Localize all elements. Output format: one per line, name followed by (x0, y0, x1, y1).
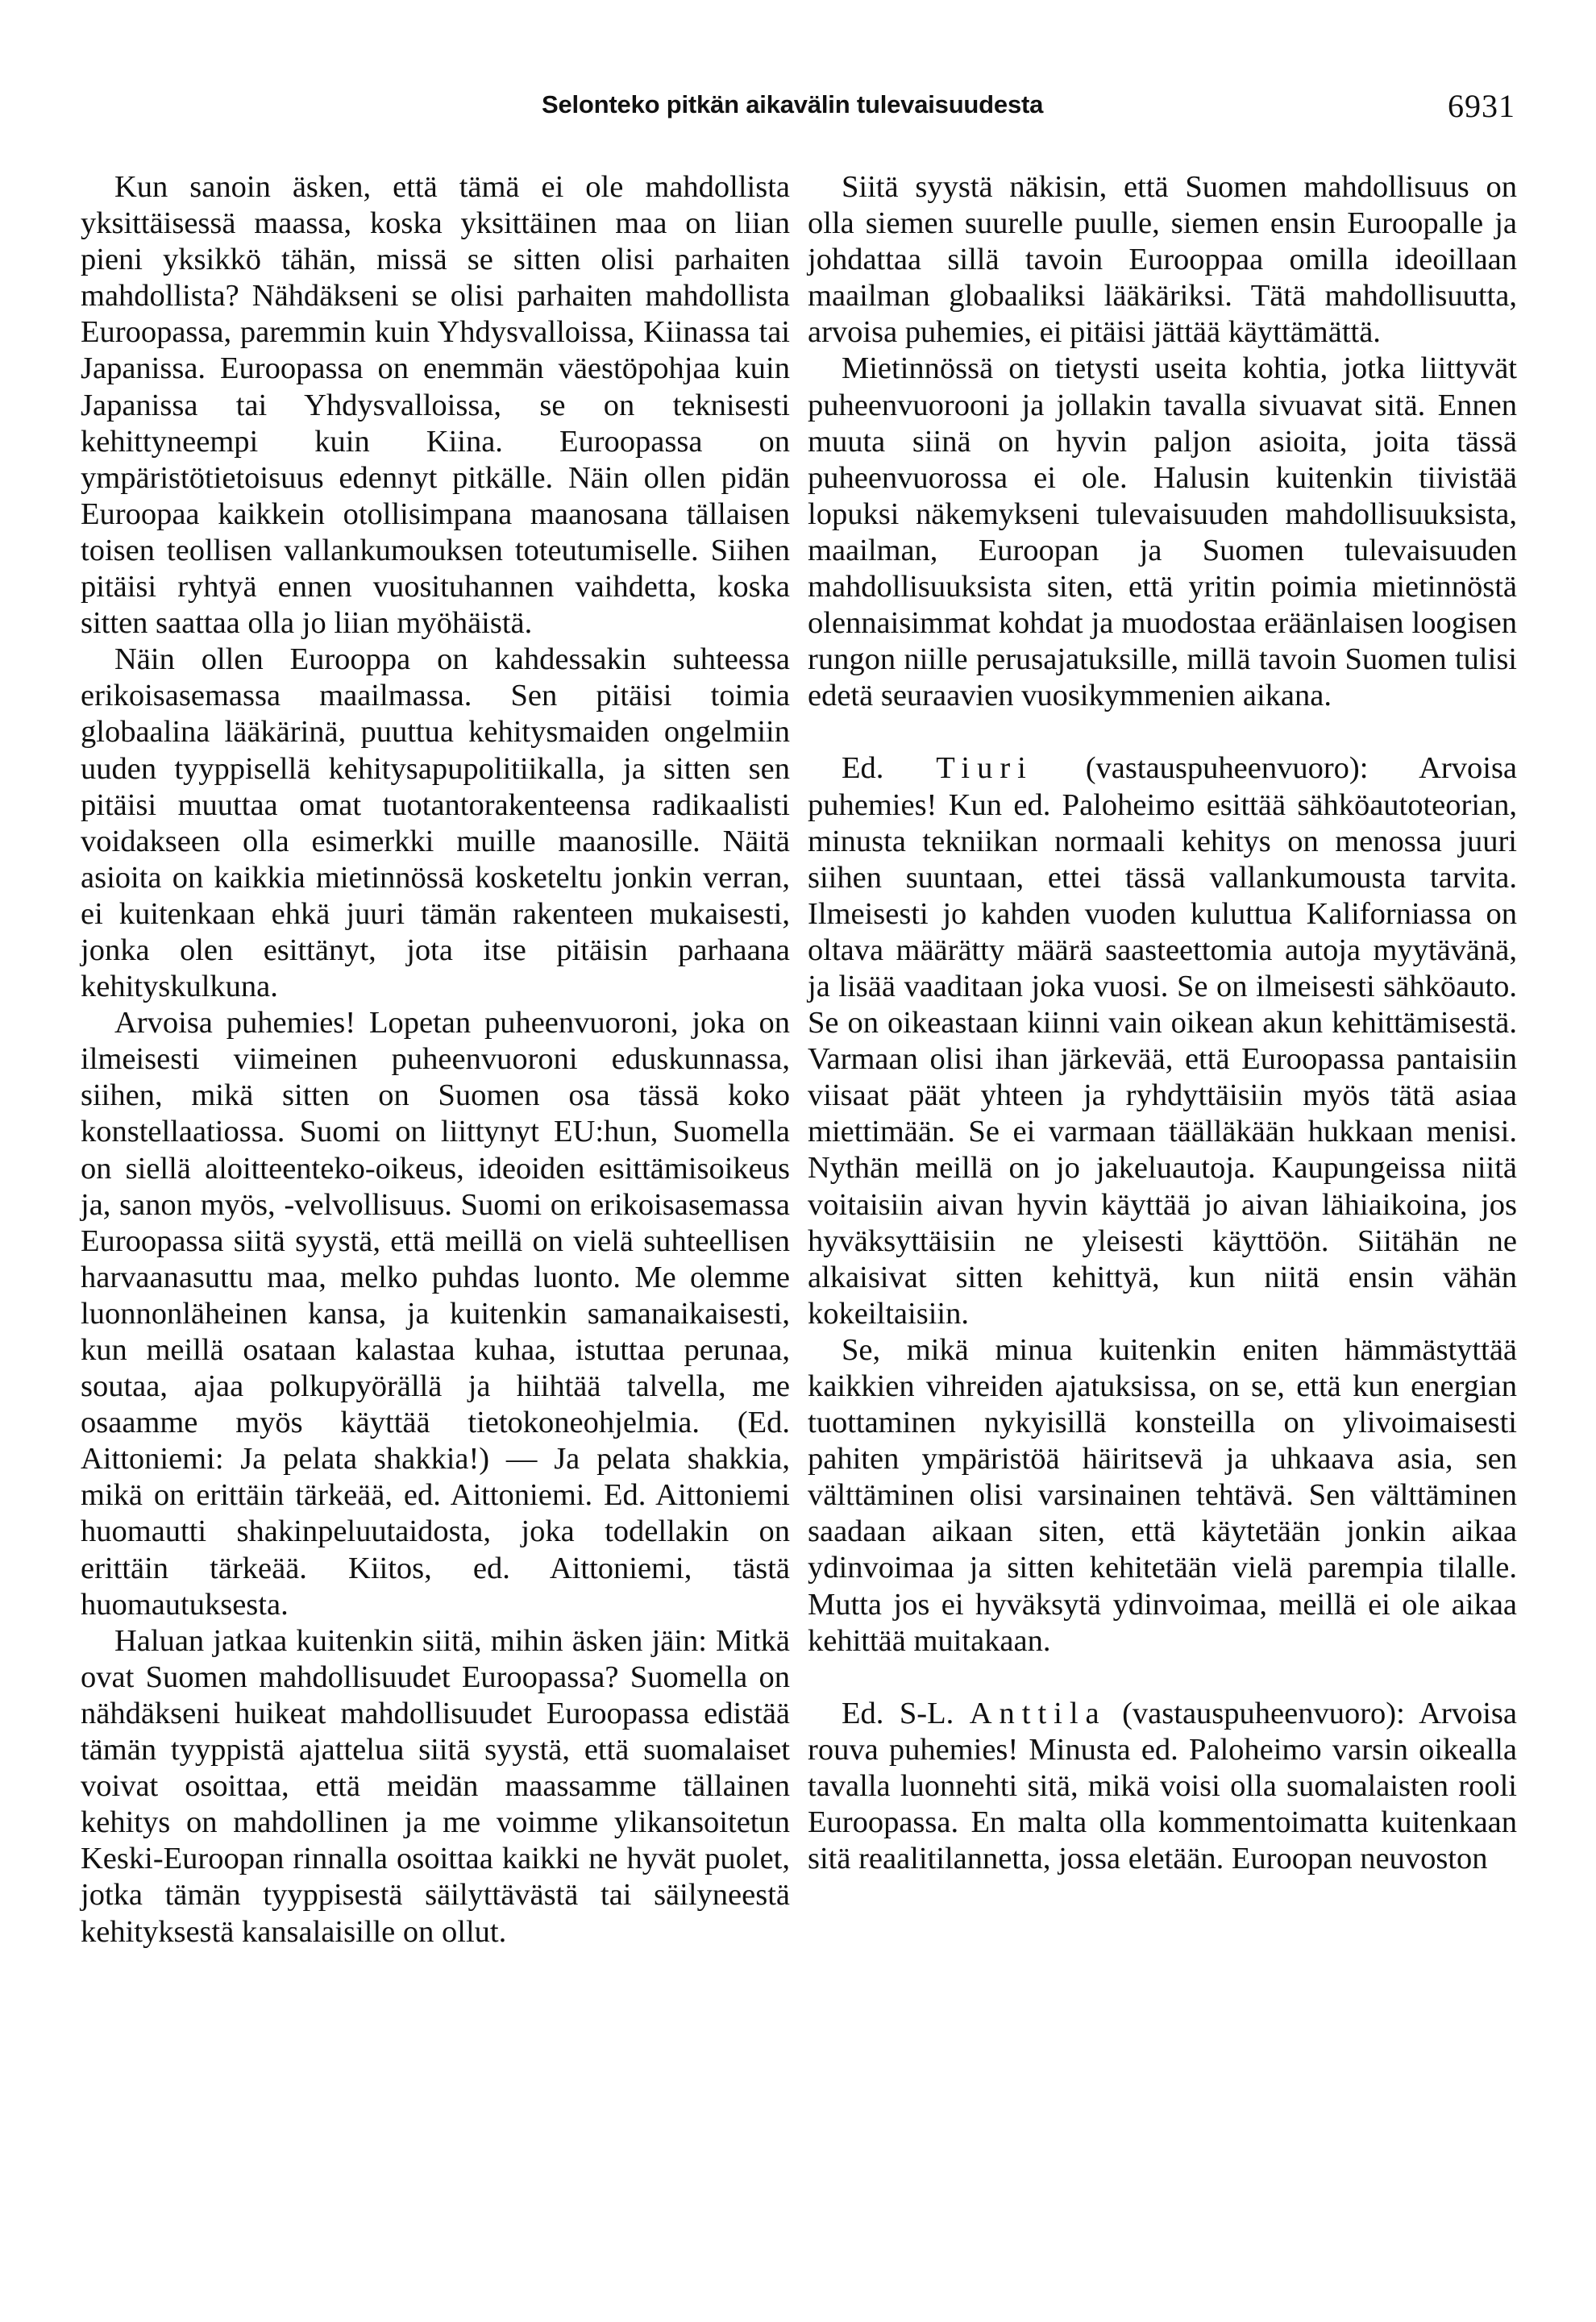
page-number: 6931 (1448, 88, 1515, 124)
paragraph: Kun sanoin äsken, että tämä ei ole mahdollista yksittäisessä maassa, koska yksittäinen maa on liian pieni yksikkö tähän, missä se sitten olisi parhaiten mahdollista? Nähdäkseni se olisi parhaiten mahdollista Euroopassa, paremmin kuin Yhdysvalloissa, Kiinassa tai Japanissa. Euroopassa on enemmän väestöpohjaa kuin Japanissa tai Yhdysvalloissa, se on teknisesti kehittyneempi kuin Kiina. Euroopassa on ympäristötietoisuus edennyt pitkälle. Näin ollen pidän Euroopaa kaikkein otollisimpana maanosana tällaisen toisen teollisen vallankumouksen toteutumiselle. Siihen pitäisi ryhtyä ennen vuosituhannen vaihdetta, koska sitten saattaa olla jo liian myöhäistä. (81, 170, 790, 641)
speaker-name: Tiuri (936, 751, 1033, 786)
paragraph: Siitä syystä näkisin, että Suomen mahdollisuus on olla siemen suurelle puulle, siemen ensin Euroopalle ja johdattaa sillä tavoin Eurooppaa omilla ideoillaan maailman globaaliksi lääkäriksi. Tätä mahdollisuutta, arvoisa puhemies, ei pitäisi jättää käyttämättä. (808, 170, 1517, 350)
running-title: Selonteko pitkän aikavälin tulevaisuudesta (542, 90, 1044, 118)
page-header (81, 87, 1515, 135)
speech-paragraph (808, 750, 1517, 1332)
paragraph: Mietinnössä on tietysti useita kohtia, jotka liittyvät puheenvuorooni ja jollakin tavalla sivuavat sitä. Ennen muuta siinä on hyvin paljon asioita, joita tässä puheenvuorossa ei ole. Halusin kuitenkin tiivistää lopuksi näkemykseni tulevaisuuden mahdollisuuksista, maailman, Euroopan ja Suomen tulevaisuuden mahdollisuuksista siten, että yritin poimia mietinnöstä olennaisimmat kohdat ja muodostaa eräänlaisen loogisen rungon niille perusajatuksille, millä tavoin Suomen tulisi edetä seuraavien vuosikymmenien aikana. (808, 351, 1517, 713)
paragraph: Arvoisa puhemies! Lopetan puheenvuoroni, joka on ilmeisesti viimeinen puheenvuoroni eduskunnassa, siihen, mikä sitten on Suomen osa tässä koko konstellaatiossa. Suomi on liittynyt EU:hun, Suomella on siellä aloitteenteko-oikeus, ideoiden esittämisoikeus ja, sanon myös, -velvollisuus. Suomi on erikoisasemassa Euroopassa siitä syystä, että meillä on vielä suhteellisen harvaanasuttu maa, melko puhdas luonto. Me olemme luonnonläheinen kansa, ja kuitenkin samanaikaisesti, kun meillä osataan kalastaa kuhaa, istuttaa perunaa, soutaa, ajaa polkupyörällä ja hiihtää talvella, me osaamme myös käyttää tietokoneohjelmia. (Ed. Aittoniemi: Ja pelata shakkia!) — Ja pelata shakkia, mikä on erittäin tärkeää, ed. Aittoniemi. Ed. Aittoniemi huomautti shakinpeluutaidosta, joka todellakin on erittäin tärkeää. Kiitos, ed. Aittoniemi, tästä huomautuksesta. (81, 1006, 790, 1622)
paragraph: Näin ollen Eurooppa on kahdessakin suhteessa erikoisasemassa maailmassa. Sen pitäisi toimia globaalina lääkärinä, puuttua kehitysmaiden ongelmiin uuden tyyppisellä kehitysapupolitiikalla, ja sitten sen pitäisi muuttaa omat tuotantorakenteensa radikaalisti voidakseen olla esimerkki muille maanosille. Näitä asioita on kaikkia mietinnössä kosketeltu jonkin verran, ei kuitenkaan ehkä juuri tämän rakenteen mukaisesti, jonka olen esittänyt, jota itse pitäisin parhaana kehityskulkuna. (81, 642, 790, 1004)
speaker-name: Anttila (969, 1696, 1107, 1730)
speech-text: (vastauspuheenvuoro): Arvoisa rouva puhemies! Minusta ed. Paloheimo varsin oikealla tavalla luonnehti sitä, mikä voisi olla suomalaisten rooli Euroopassa. En malta olla kommentoimatta kuitenkaan sitä reaalitilannetta, jossa eletään. Euroopan neuvoston (808, 1696, 1518, 1876)
speech-paragraph (808, 1696, 1517, 1877)
right-column (808, 169, 1517, 1877)
speaker-prefix: Ed. (842, 751, 884, 786)
speaker-prefix: Ed. S-L. (842, 1696, 954, 1730)
paragraph: Haluan jatkaa kuitenkin siitä, mihin äsken jäin: Mitkä ovat Suomen mahdollisuudet Euroopassa? Suomella on nähdäkseni huikeat mahdollisuudet Euroopassa edistää tämän tyyppistä ajattelua siitä syystä, että suomalaiset voivat osoittaa, että meidän maassamme tällainen kehitys on mahdollinen ja me voimme ylikansoitetun Keski-Euroopan rinnalla osoittaa kaikki ne hyvät puolet, jotka tämän tyyppisestä säilyttävästä tai säilyneestä kehityksestä kansalaisille on ollut. (81, 1623, 790, 1949)
left-column (81, 169, 790, 1950)
paragraph: Se, mikä minua kuitenkin eniten hämmästyttää kaikkien vihreiden ajatuksissa, on se, että kun energian tuottaminen nykyisillä konsteilla on ylivoimaisesti pahiten ympäristöä häiritsevä ja uhkaava asia, sen välttäminen olisi varsinainen tehtävä. Sen välttäminen saadaan aikaan siten, että käytetään jonkin aikaa ydinvoimaa ja sitten kehitetään vielä parempia tilalle. Mutta jos ei hyväksytä ydinvoimaa, meillä ei ole aikaa kehittää muitakaan. (808, 1332, 1517, 1658)
speech-text: (vastauspuheenvuoro): Arvoisa puhemies! Kun ed. Paloheimo esittää sähköautoteorian, minusta tekniikan normaali kehitys on menossa juuri siihen suuntaan, ettei tässä vallankumousta tarvita. Ilmeisesti jo kahden vuoden kuluttua Kaliforniassa on oltava määrätty määrä saasteettomia autoja myytävänä, ja lisää vaaditaan joka vuosi. Se on ilmeisesti sähköauto. Se on oikeastaan kiinni vain oikean akun kehittämisestä. Varmaan olisi ihan järkevää, että Euroopassa pantaisiin viisaat päät yhteen ja ryhdyttäisiin myös tätä asiaa miettimään. Se ei varmaan täälläkään hukkaan menisi. Nythän meillä on jo jakeluautoja. Kaupungeissa niitä voitaisiin aivan hyvin käyttää jo aivan lähiaikoina, jos hyväksyttäisiin ne yleisesti käyttöön. Siitähän ne alkaisivat sitten kehittyä, kun niitä ensin vähän kokeiltaisiin. (808, 751, 1518, 1331)
